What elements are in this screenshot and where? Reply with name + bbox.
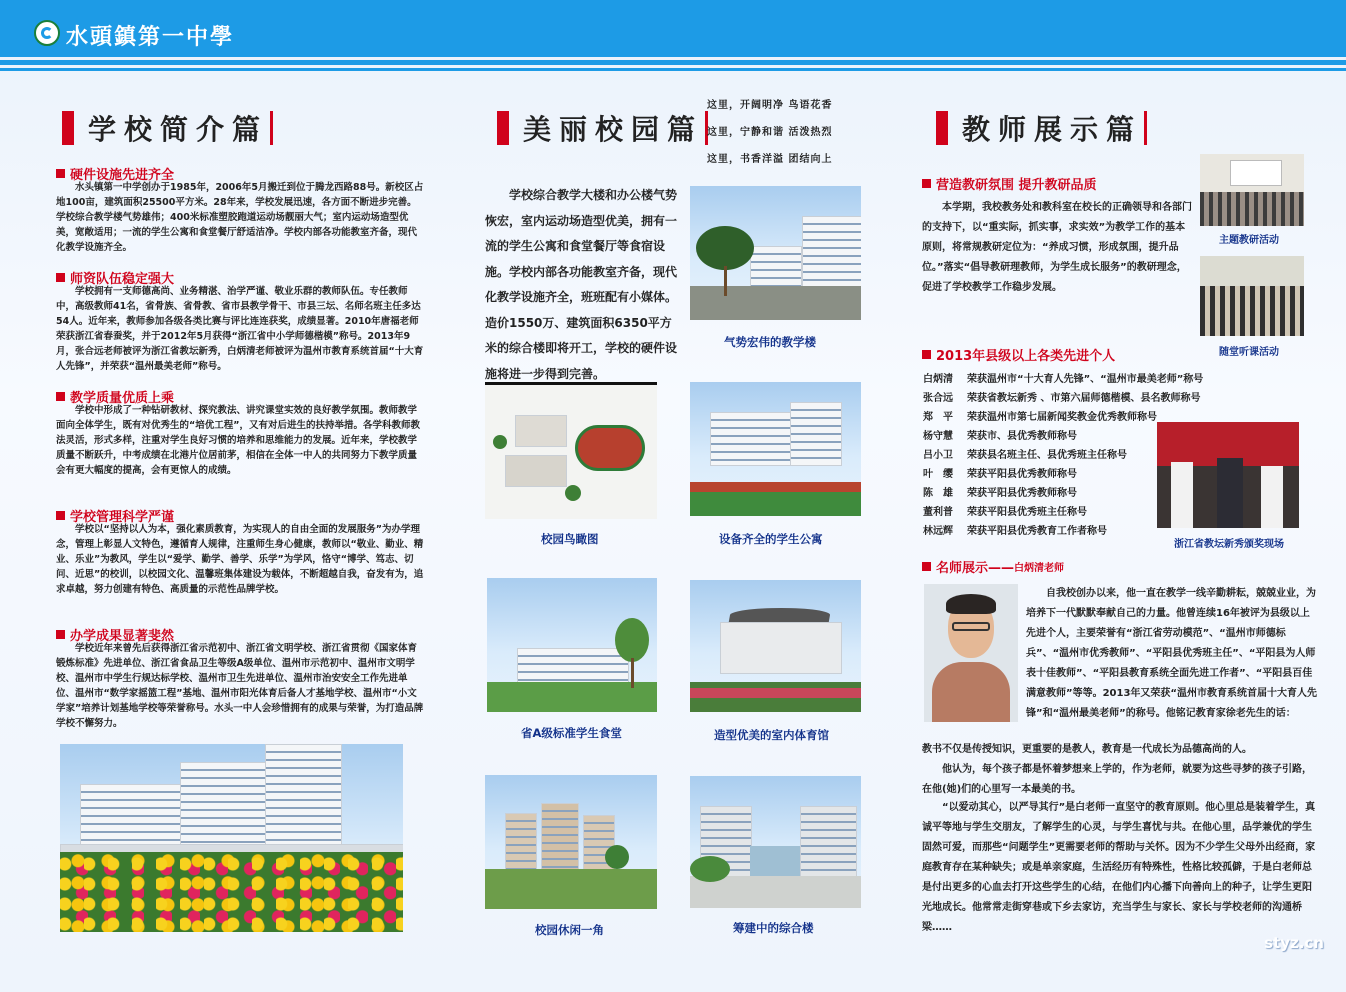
caption-main-building: 气势宏伟的教学楼 [724,335,816,349]
honor-row: 张合远 荣获省教坛新秀 、市第六届师德楷模、县名教师称号 [923,393,1201,404]
campus-flowers-photo [60,744,403,932]
research-activity-photo [1200,154,1304,226]
award-ceremony-photo [1157,422,1299,528]
section-title-campus: 美丽校园篇 [497,110,708,146]
honor-row: 杨守慧 荣获市、县优秀教师称号 [923,431,1077,442]
subheading-faculty: 师资队伍稳定强大 [56,268,174,287]
class-listening-photo [1200,256,1304,336]
campus-motto-1: 这里，开阔明净 鸟语花香 [707,100,833,111]
section-title-intro: 学校简介篇 [62,110,273,146]
leisure-photo [485,775,657,909]
paragraph-campus: 学校综合教学大楼和办公楼气势恢宏，室内运动场造型优美，拥有一流的学生公寓和食堂餐厅等食宿设施。学校内部各功能教室齐备，现代化教学设施齐全，班班配有小媒体。造价1550万、建筑面积6350平方米的综合楼即将开工，学校的硬件设施将进一步得到完善。 [485,188,678,381]
paragraph-teacher-principle: “以爱动其心，以严导其行”是白老师一直坚守的教育原则。他心里总是装着学生，真诚平等地与学生交朋友，了解学生的心灵，与学生喜忧与共。在他心里，品学兼优的学生固然可爱，而那些“问题学生”更需要老师的帮助与关怀。因为不少学生父母外出经商，家庭教育存在某种缺失；或是单亲家庭，生活经历有特殊性，性格比较孤僻，于是白老师总是付出更多的心血去打开这些学生的心结，在他们内心播下向善向上的种子，让学生更阳光地成长。他常常走街穿巷或下乡去家访，充当学生与家长、家长与学校老师的沟通桥梁…… [922,802,1316,933]
honor-row: 林远辉 荣获平阳县优秀教育工作者称号 [923,526,1107,537]
caption-dorm: 设备齐全的学生公寓 [719,532,823,546]
paragraph-management: 学校以“坚持以人为本，强化素质教育，为实现人的自由全面的发展服务”为办学理念，管理上彰显人文特色，遵循育人规律，注重师生身心健康，教师以“敬业、勤业、精业、乐业”为教风，学生以“爱学、勤学、善学、乐学”为学风，恪守“博学、笃志、切问、近思”的校训，以校园文化、温馨班集体建设为载体，不断超越自我，奋发有为，追求卓越，努力创建有特色、高质量的示范性品牌学校。 [56,524,424,595]
subheading-famous-teacher: 名师展示—— 白炳清老师 [922,557,1064,576]
subheading-research: 营造教研氛围 提升教研品质 [922,174,1097,193]
teacher-portrait-photo [924,584,1018,722]
caption-leisure: 校园休闲一角 [535,923,604,937]
honor-row: 白炳清 荣获温州市“十大育人先锋”、“温州市最美老师”称号 [923,374,1204,385]
honor-row: 陈 雄 荣获平阳县优秀教师称号 [923,488,1077,499]
paragraph-faculty: 学校拥有一支师德高尚、业务精湛、治学严谨、敬业乐群的教师队伍。专任教师中，高级教师41名，省骨族、省骨教、省市县教学骨干、市县三坛、名师名班主任多达54人。近年来，教师参加各级各类比赛与评比连连获奖，成绩显著。2010年唐福老师荣获浙江省春蚕奖，并于2012年5月获得“浙江省中小学师德楷模”称号。2013年9月，张合远老师被评为浙江省教坛新秀，白炳清老师被评为温州市教育系统首届“十大育人先锋”，并荣获“温州最美老师”称号。 [56,286,424,372]
subheading-quality: 教学质量优质上乘 [56,387,174,406]
gym-photo [690,580,861,712]
honor-row: 郑 平 荣获温州市第七届新闻奖教金优秀教师称号 [923,412,1157,423]
aerial-view-photo [485,382,657,519]
canteen-photo [487,578,657,712]
paragraph-teacher-belief: 他认为，每个孩子都是怀着梦想来上学的，作为老师，就要为这些寻梦的孩子引路，在他(她)们的心里写一本最美的书。 [922,764,1312,795]
campus-motto-3: 这里，书香洋溢 团结向上 [707,154,833,165]
campus-motto-2: 这里，宁静和谐 活泼热烈 [707,127,833,138]
honor-row: 叶 缨 荣获平阳县优秀教师称号 [923,469,1077,480]
school-name: 水頭鎮第一中學 [66,25,235,50]
paragraph-teacher-quote: 教书不仅是传授知识，更重要的是教人，教育是一代成长为品德高尚的人。 [922,744,1252,755]
paragraph-research: 本学期，我校教务处和教科室在校长的正确领导和各部门的支持下，以“重实际，抓实事，求实效”为教学工作的基本原则，将常规教研定位为：“养成习惯，形成氛围，提升品位。”落实“倡导教研理教师，为学生成长服务”的教研理念，促进了学校教学工作稳步发展。 [922,202,1192,293]
subheading-facilities: 硬件设施先进齐全 [56,164,174,183]
caption-award-ceremony: 浙江省教坛新秀颁奖现场 [1174,539,1284,550]
caption-class-listening: 随堂听课活动 [1219,347,1279,358]
header-line [0,60,1346,65]
header-line-thin [0,68,1346,71]
paragraph-quality: 学校中形成了一种钻研教材、探究教法、讲究课堂实效的良好教学氛围。教师教学面向全体学生，既有对优秀生的“培优工程”，又有对后进生的扶持举措。各学科教师教法灵活，形式多样，注重对学生良好习惯的培养和思维能力的发展。近年来，学校教学质量不断跃升，中考成绩在北港片位居前茅，相信在全体一中人的共同努力下教学质量会有更大幅度的提高，会有更惊人的成绩。 [56,405,420,476]
paragraph-achievements: 学校近年来曾先后获得浙江省示范初中、浙江省文明学校、浙江省贯彻《国家体育锻炼标准》先进单位、浙江省食品卫生等级A级单位、温州市示范初中、温州市文明学校、温州市中学生行规达标学校、温州市卫生先进单位、温州市治安安全工作先进单位、温州市“数学家摇篮工程”基地、温州市阳光体育后备人才基地学校、温州市“小文学家”培养计划基地学校等荣誉称号。水头一中人会珍惜拥有的成果与荣誉，为打造品牌学校不懈努力。 [56,643,424,729]
subheading-achievements: 办学成果显著斐然 [56,625,174,644]
section-title-teachers: 教师展示篇 [936,110,1147,146]
honor-row: 董利普 荣获平阳县优秀班主任称号 [923,507,1087,518]
complex-building-photo [690,776,861,908]
subheading-honors: 2013年县级以上各类先进个人 [922,345,1115,364]
caption-complex: 筹建中的综合楼 [733,921,814,935]
school-logo-icon [34,20,60,46]
site-footer: styz.cn [1264,934,1324,952]
main-building-photo [690,186,861,320]
paragraph-teacher-intro: 自我校创办以来，他一直在教学一线辛勤耕耘，兢兢业业，为培养下一代默默奉献自己的力量。他曾连续16年被评为县级以上先进个人，主要荣誉有“浙江省劳动模范”、“温州市师德标兵”、“温州市优秀教师”、“平阳县优秀班主任”、“平阳县为人师表十佳教师”、“平阳县教育系统全面先进工作者”、“平阳县百佳满意教师”等等。2013年又荣获“温州市教育系统首届十大育人先锋”和“温州最美老师”的称号。他铭记教育家徐老先生的话： [1026,588,1317,719]
caption-research-activity: 主题教研活动 [1219,235,1279,246]
subheading-management: 学校管理科学严谨 [56,506,174,525]
honor-row: 吕小卫 荣获县名班主任、县优秀班主任称号 [923,450,1127,461]
caption-gym: 造型优美的室内体育馆 [714,728,829,742]
paragraph-facilities: 水头镇第一中学创办于1985年，2006年5月搬迁到位于腾龙西路88号。新校区占地100亩，建筑面积25500平方米。28年来，学校发展迅速，各方面不断进步完善。学校综合教学楼气势雄伟；400米标准塑胶跑道运动场靓丽大气；室内运动场造型优美，宽敞适用；一流的学生公寓和食堂餐厅舒适洁净。学校内部各功能教室齐备，现代化教学设施齐全。 [56,182,424,253]
dorm-photo [690,382,861,516]
caption-canteen: 省A级标准学生食堂 [521,726,622,740]
caption-aerial: 校园鸟瞰图 [541,532,599,546]
